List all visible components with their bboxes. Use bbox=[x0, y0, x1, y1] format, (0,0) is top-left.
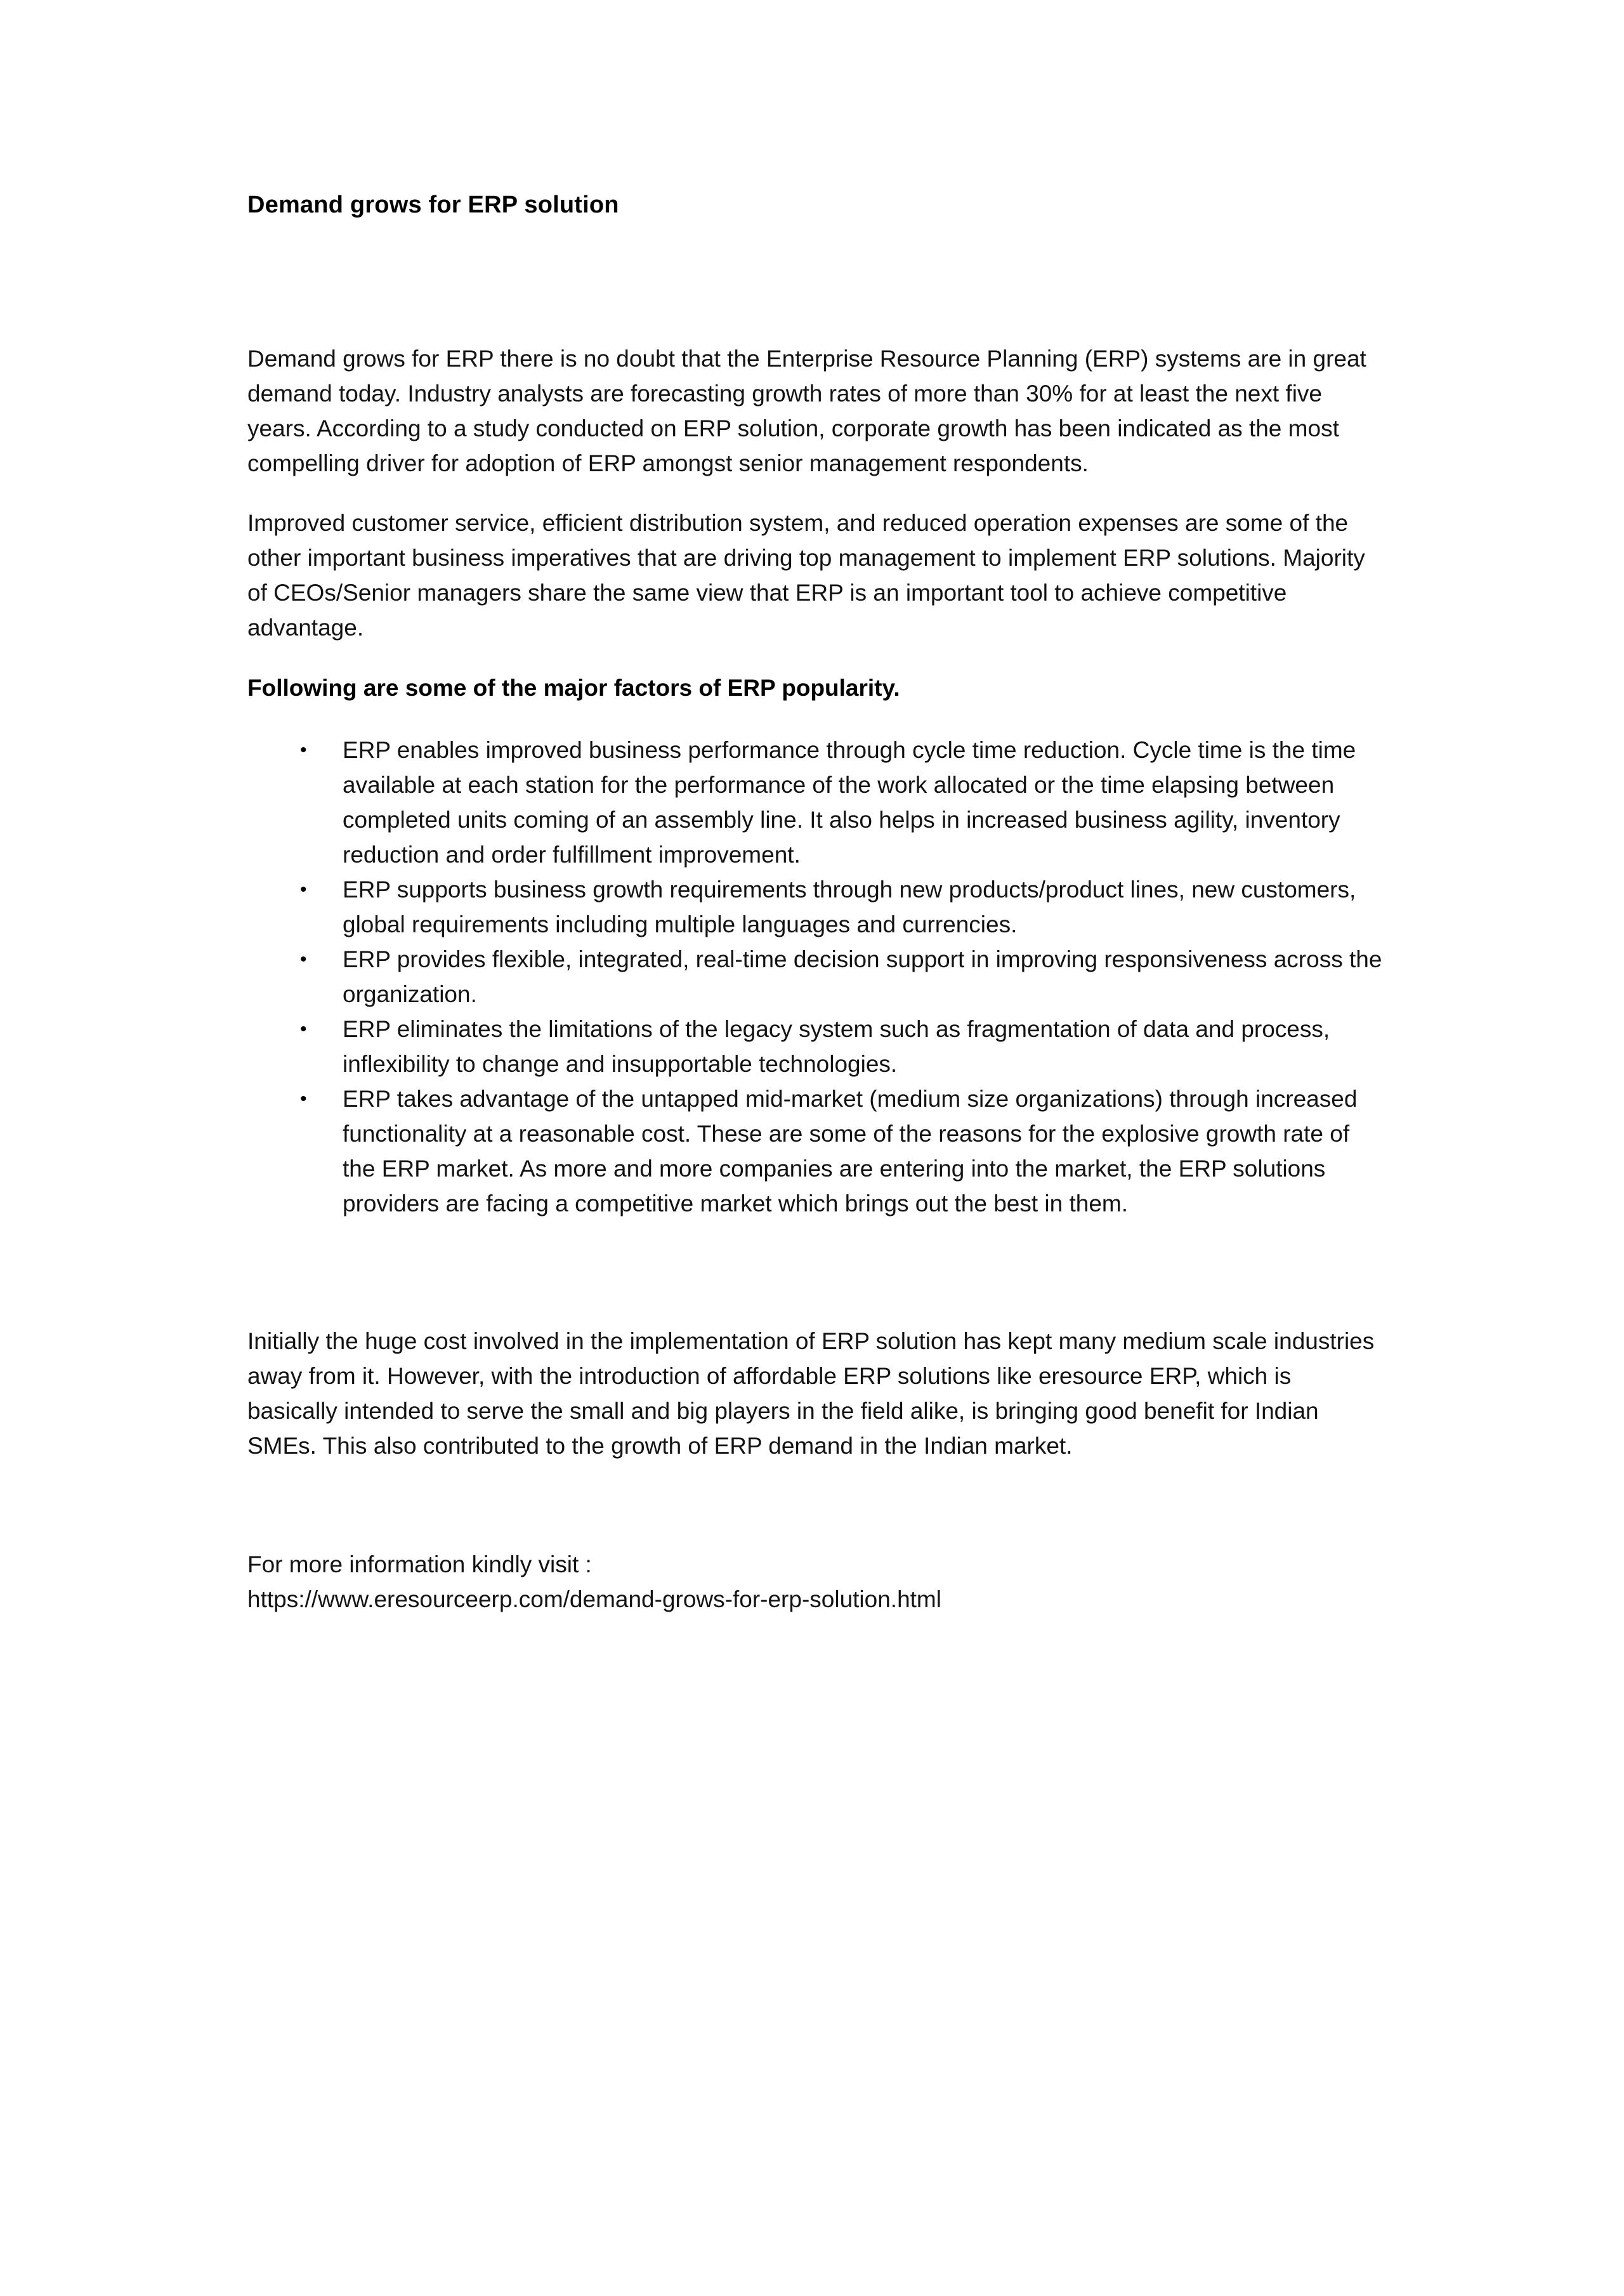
list-item bbox=[247, 872, 1383, 942]
list-item bbox=[247, 1081, 1383, 1221]
list-closing-spacer bbox=[247, 1221, 1383, 1324]
bullet-point-icon: • bbox=[300, 739, 307, 760]
list-item-text: ERP provides flexible, integrated, real-time decision support in improving responsiveness across the organization. bbox=[343, 946, 1382, 1007]
contact-spacer bbox=[247, 1463, 1383, 1547]
page-title: Demand grows for ERP solution bbox=[247, 192, 619, 218]
closing-paragraph: Initially the huge cost involved in the implementation of ERP solution has kept many medium scale industries away from it. However, with the introduction of affordable ERP solutions like eresource ERP, which is basically intended to serve the small and big players in the field alike, is bringing good benefit for Indian SMEs. This also contributed to the growth of ERP demand in the Indian market. bbox=[247, 1327, 1375, 1459]
source-url-link[interactable]: https://www.eresourceerp.com/demand-grows-for-erp-solution.html bbox=[247, 1586, 941, 1612]
list-item-text: ERP enables improved business performance through cycle time reduction. Cycle time is the time available at each station for the performance of the work allocated or the time elapsing between completed units coming of an assembly line. It also helps in increased business agility, inventory reduction and order fulfillment improvement. bbox=[343, 736, 1356, 868]
factors-lead-in-heading: Following are some of the major factors of ERP popularity. bbox=[247, 674, 900, 701]
list-item bbox=[247, 942, 1383, 1012]
bullet-point-icon: • bbox=[300, 1088, 307, 1109]
bullet-point-icon: • bbox=[300, 1018, 307, 1040]
list-item-text: ERP takes advantage of the untapped mid-market (medium size organizations) through increased functionality at a reasonable cost. These are some of the reasons for the explosive growth rate of the ERP market. As more and more companies are entering into the market, the ERP solutions providers are facing a competitive market which brings out the best in them. bbox=[343, 1085, 1358, 1216]
document-body bbox=[247, 190, 1383, 1617]
list-item-text: ERP eliminates the limitations of the legacy system such as fragmentation of data and process, inflexibility to change and insupportable technologies. bbox=[343, 1015, 1330, 1077]
list-item bbox=[247, 733, 1383, 872]
erp-factors-list bbox=[247, 733, 1383, 1221]
list-item bbox=[247, 1012, 1383, 1081]
title-spacer bbox=[247, 221, 1383, 341]
list-item-text: ERP supports business growth requirements through new products/product lines, new customers, global requirements including multiple languages and currencies. bbox=[343, 876, 1356, 937]
intro-paragraph-2: Improved customer service, efficient distribution system, and reduced operation expenses are some of the other important business imperatives that are driving top management to implement ERP solutions. Majority of CEOs/Senior managers share the same view that ERP is an important tool to achieve competitive advantage. bbox=[247, 509, 1365, 641]
more-information-prompt: For more information kindly visit : bbox=[247, 1551, 592, 1577]
bullet-point-icon: • bbox=[300, 878, 307, 900]
bullet-point-icon: • bbox=[300, 948, 307, 970]
intro-paragraph-1: Demand grows for ERP there is no doubt that the Enterprise Resource Planning (ERP) systems are in great demand today. Industry analysts are forecasting growth rates of more than 30% for at least the next five years. According to a study conducted on ERP solution, corporate growth has been indicated as the most compelling driver for adoption of ERP amongst senior management respondents. bbox=[247, 345, 1366, 476]
